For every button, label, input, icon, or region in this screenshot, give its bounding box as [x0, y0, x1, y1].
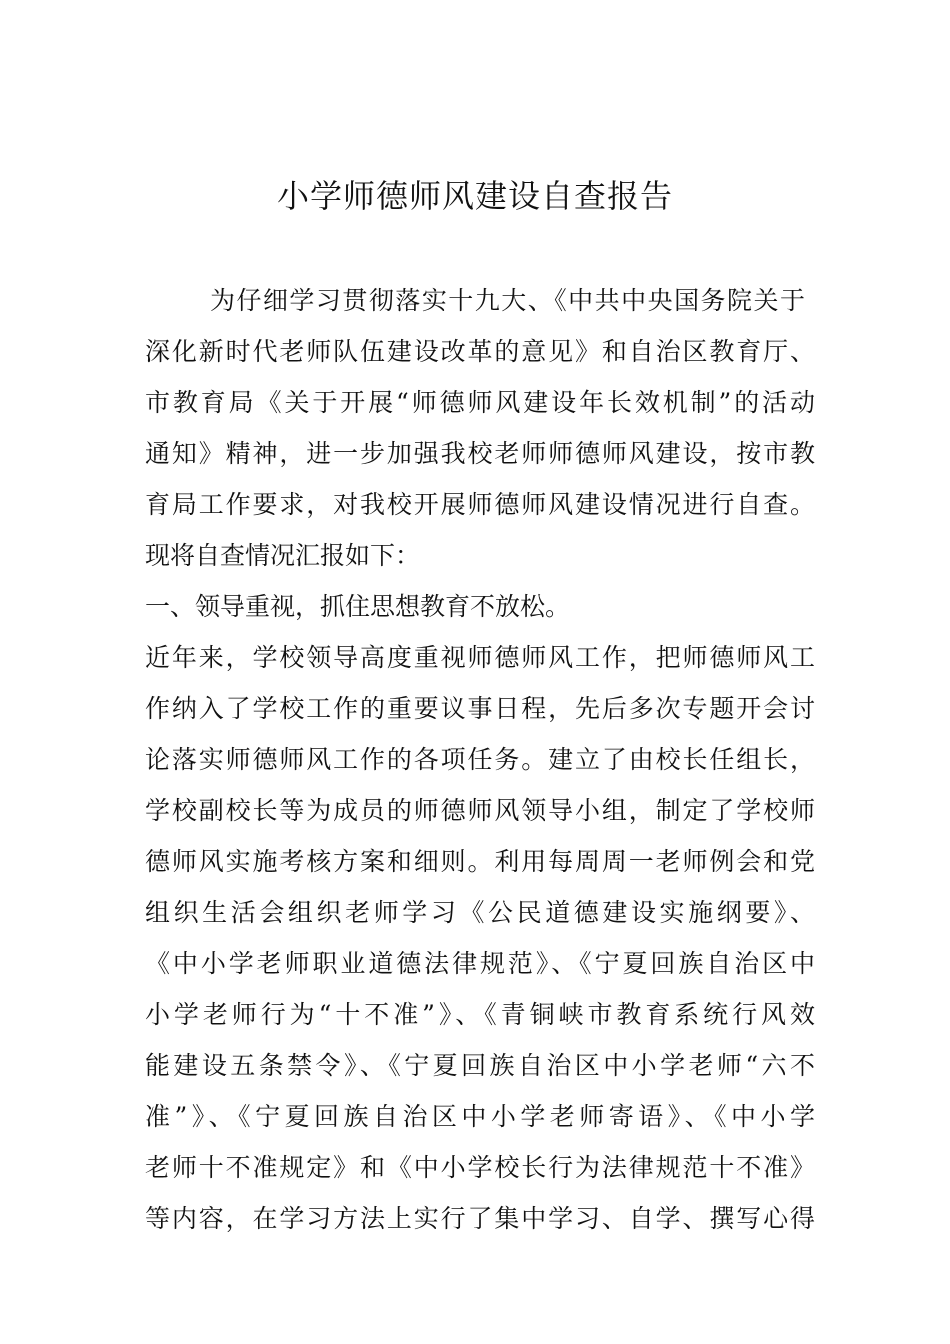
- document-title: 小学师德师风建设自查报告: [276, 177, 673, 215]
- paragraph-line: 育局工作要求，对我校开展师德师风建设情况进行自查。: [145, 490, 815, 519]
- paragraph-line: 深化新时代老师队伍建设改革的意见》和自治区教育厅、: [145, 337, 815, 366]
- paragraph-line: 准”》、《宁夏回族自治区中小学老师寄语》、《中小学: [145, 1102, 815, 1131]
- section-heading: 一、领导重视，抓住思想教育不放松。: [145, 592, 571, 621]
- paragraph-line: 小学老师行为“十不准”》、《青铜峡市教育系统行风效: [145, 1000, 815, 1029]
- paragraph-line: 能建设五条禁令》、《宁夏回族自治区中小学老师“六不: [145, 1051, 815, 1080]
- paragraph-line: 等内容，在学习方法上实行了集中学习、自学、撰写心得: [145, 1204, 815, 1233]
- paragraph-line: 市教育局《关于开展“师德师风建设年长效机制”的活动: [145, 388, 815, 417]
- paragraph-line: 论落实师德师风工作的各项任务。建立了由校长任组长，: [145, 745, 815, 774]
- paragraph-line: 老师十不准规定》和《中小学校长行为法律规范十不准》: [145, 1153, 815, 1182]
- paragraph-line: 为仔细学习贯彻落实十九大、《中共中央国务院关于: [210, 286, 805, 315]
- paragraph-line: 《中小学老师职业道德法律规范》、《宁夏回族自治区中: [145, 949, 815, 978]
- paragraph-line: 作纳入了学校工作的重要议事日程，先后多次专题开会讨: [145, 694, 815, 723]
- paragraph-line: 通知》精神，进一步加强我校老师师德师风建设，按市教: [145, 439, 815, 468]
- paragraph-line: 德师风实施考核方案和细则。利用每周周一老师例会和党: [145, 847, 815, 876]
- paragraph-line: 学校副校长等为成员的师德师风领导小组，制定了学校师: [145, 796, 815, 825]
- paragraph-line: 近年来，学校领导高度重视师德师风工作，把师德师风工: [145, 643, 815, 672]
- paragraph-line: 组织生活会组织老师学习《公民道德建设实施纲要》、: [145, 898, 815, 927]
- paragraph-line: 现将自查情况汇报如下：: [145, 541, 421, 570]
